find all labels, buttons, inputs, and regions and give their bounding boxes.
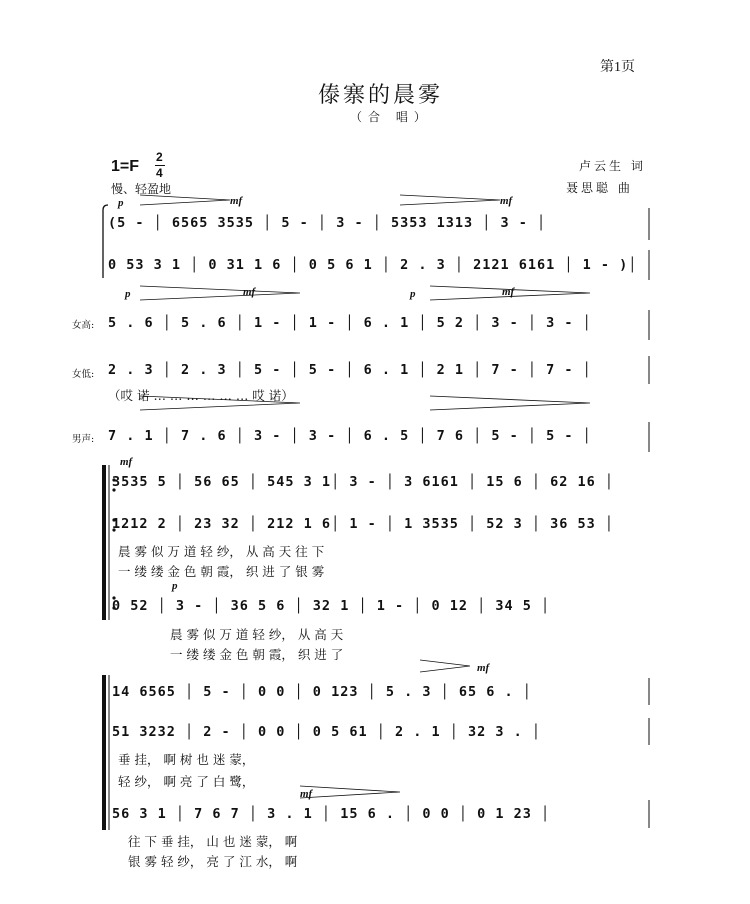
voice-label-alto: 女低: [72, 369, 95, 380]
tempo-marking: 慢、轻盈地 [111, 182, 172, 196]
section3-male-lyric-1: 往 下 垂 挂， 山 也 迷 蒙， 啊 [128, 834, 298, 849]
dynamic-mf: mf [120, 456, 133, 468]
dynamic-p: p [410, 288, 416, 300]
section2-lower-line: 1212 2 │ 23 32 │ 212 1 6│ 1 - │ 1 3535 │ 52 3 │ 36 53 │ [112, 516, 615, 532]
voice-label-male: 男声: [72, 434, 95, 445]
dynamic-mf: mf [230, 195, 243, 207]
section2-upper-line: 3535 5 │ 56 65 │ 545 3 1│ 3 - │ 3 6161 │ 15 6 │ 62 16 │ [112, 474, 615, 490]
soprano-line: 5 . 6 │ 5 . 6 │ 1 - │ 1 - │ 6 . 1 │ 5 2 │ 3 - │ 3 - │ [108, 315, 592, 331]
song-subtitle: （合 唱） [350, 110, 432, 124]
section3-lower-line: 51 3232 │ 2 - │ 0 0 │ 0 5 61 │ 2 . 1 │ 32 3 . │ [112, 724, 542, 740]
voice-label-soprano: 女高: [72, 320, 95, 331]
section2-male-lyric-2: 一 缕 缕 金 色 朝 霞， 织 进 了 [170, 647, 344, 662]
section2-male-lyric-1: 晨 雾 似 万 道 轻 纱， 从 高 天 [170, 627, 344, 642]
section2-lyric-2: 一 缕 缕 金 色 朝 霞， 织 进 了 银 雾 [118, 564, 325, 579]
section1-lyric: （哎 诺 … … … … … … 哎 诺） [108, 388, 294, 403]
lyricist-credit: 卢云生 词 [579, 159, 646, 173]
section3-lyric-1: 垂 挂， 啊 树 也 迷 蒙， [118, 752, 255, 767]
section3-lyric-2: 轻 纱， 啊 亮 了 白 鹭， [118, 774, 255, 789]
section2-male-line: 0 52 │ 3 - │ 36 5 6 │ 32 1 │ 1 - │ 0 12 │ 34 5 │ [112, 598, 551, 614]
intro-line-1: (5 - │ 6565 3535 │ 5 - │ 3 - │ 5353 1313 │ 3 - │ [108, 215, 547, 231]
alto-line: 2 . 3 │ 2 . 3 │ 5 - │ 5 - │ 6 . 1 │ 2 1 │ 7 - │ 7 - │ [108, 362, 592, 378]
male-line: 7 . 1 │ 7 . 6 │ 3 - │ 3 - │ 6 . 5 │ 7 6 │ 5 - │ 5 - │ [108, 428, 592, 444]
key-signature: 1=F [111, 158, 140, 175]
dynamic-p: p [118, 197, 124, 209]
time-signature-bottom: 4 [156, 166, 163, 180]
dynamic-p: p [125, 288, 131, 300]
section3-male-line: 56 3 1 │ 7 6 7 │ 3 . 1 │ 15 6 . │ 0 0 │ 0 1 23 │ [112, 806, 551, 822]
composer-credit: 聂思聪 曲 [566, 181, 633, 195]
page-number: 第1页 [600, 60, 635, 75]
dynamic-p: p [172, 580, 178, 592]
intro-line-2: 0 53 3 1 │ 0 31 1 6 │ 0 5 6 1 │ 2 . 3 │ 2121 6161 │ 1 - )│ [108, 257, 638, 273]
time-signature-top: 2 [156, 150, 163, 164]
song-title: 傣寨的晨雾 [318, 83, 444, 108]
section3-male-lyric-2: 银 雾 轻 纱， 亮 了 江 水， 啊 [128, 854, 298, 869]
dynamic-mf: mf [300, 788, 313, 800]
section3-upper-line: 14 6565 │ 5 - │ 0 0 │ 0 123 │ 5 . 3 │ 65 6 . │ [112, 684, 532, 700]
dynamic-mf: mf [243, 286, 256, 298]
dynamic-mf: mf [502, 286, 515, 298]
dynamic-mf: mf [477, 662, 490, 674]
dynamic-mf: mf [500, 195, 513, 207]
section2-lyric-1: 晨 雾 似 万 道 轻 纱， 从 高 天 往 下 [118, 544, 325, 559]
